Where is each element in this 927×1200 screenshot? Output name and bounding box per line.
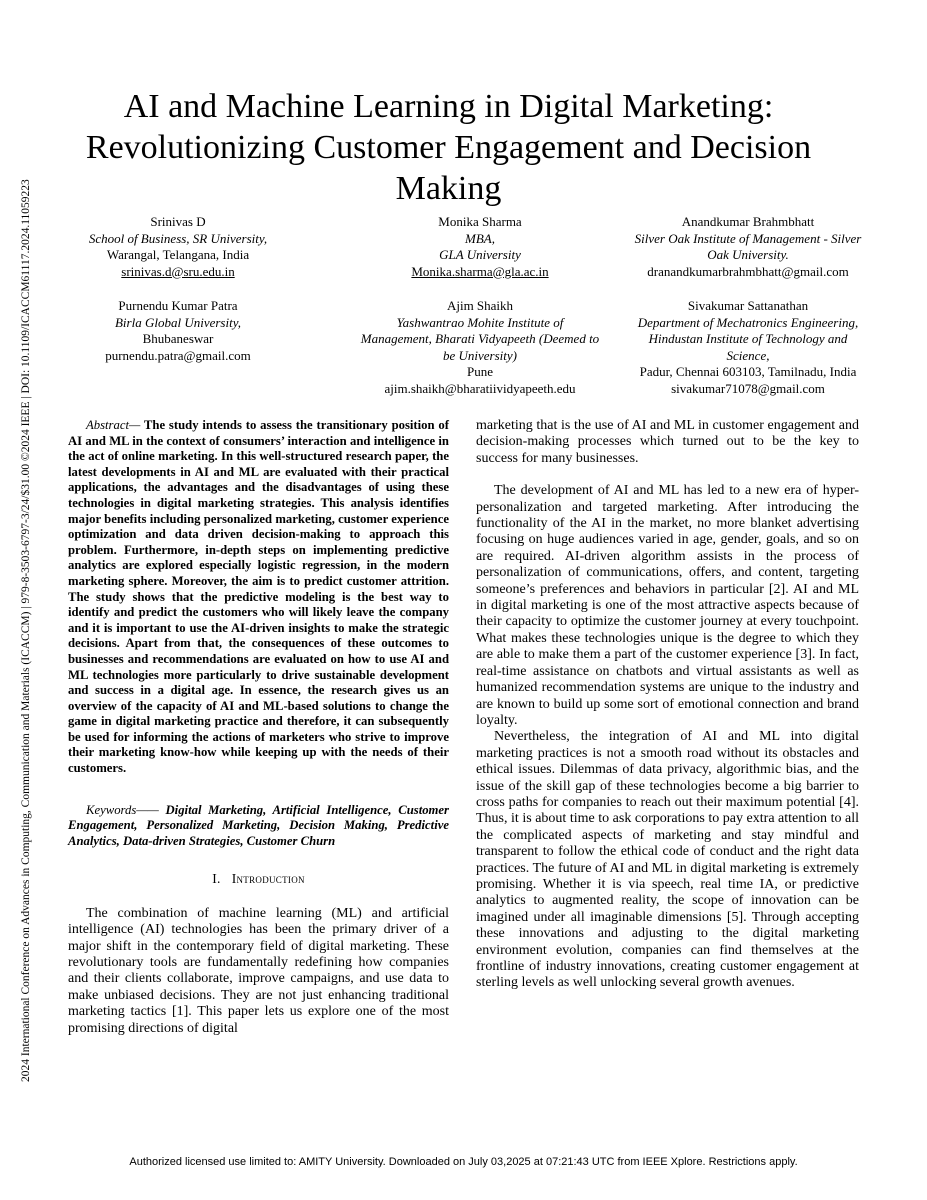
section-number: I. [212, 871, 221, 887]
author-affiliation: Hindustan Institute of Technology and [648, 331, 848, 346]
body-paragraph: marketing that is the use of AI and ML in customer engagement and decision-making processes which turned out to be the key to success for many businesses. [476, 418, 859, 466]
author-affiliation: School of Business, SR University, [88, 230, 268, 246]
author-email: ajim.shaikh@bharatiividyapeeth.edu [384, 380, 576, 396]
author-card [598, 298, 898, 397]
abstract-label: Abstract [86, 418, 129, 432]
author-affiliation: Management, Bharati Vidyapeeth (Deemed to [360, 331, 600, 346]
author-card [350, 214, 610, 280]
author-affiliation: Birla Global University, [114, 314, 242, 330]
keywords [68, 803, 449, 850]
author-email-link[interactable]: Monika.sharma@gla.ac.in [411, 263, 549, 279]
section-title: Introduction [231, 871, 305, 887]
author-email: dranandkumarbrahmbhatt@gmail.com [647, 263, 849, 279]
author-name: Ajim Shaikh [446, 298, 514, 313]
author-affiliation: Department of Mechatronics Engineering, [637, 314, 859, 330]
body-paragraph: Nevertheless, the integration of AI and ML into digital marketing practices is not a smooth road without its obstacles and ethical issues. Dilemmas of data privacy, algorithmic bias, and the issue of the skill gap of these technologies become a big barrier to cross paths for companies to reach out their maximum potential [4]. Thus, it is about time to ask corporations to pay extra attention to all the complicated aspects of marketing and stay mindful and transparent to follow the ethical code of conduct and the right data practices. The future of AI and ML in digital marketing is extremely promising. Whether it is via speech, real time IA, or predictive analytics to augmented reality, the scope of innovation can be imagined under all imaginable dimensions [5]. Through accepting these innovations and adjusting to the digital marketing environment evolution, companies can find themselves at the frontline of industry innovations, creating customer engagement at sterling levels as well unlocking several growth avenues. [476, 729, 859, 991]
author-location: Pune [467, 364, 493, 379]
author-affiliation: be University) [442, 347, 517, 363]
author-location: Padur, Chennai 603103, Tamilnadu, India [639, 364, 857, 379]
right-column [476, 418, 859, 992]
author-name: Monika Sharma [438, 214, 522, 229]
author-affiliation: Yashwantrao Mohite Institute of [396, 314, 564, 330]
author-affiliation: Silver Oak Institute of Management - Silver [634, 230, 862, 246]
left-column [68, 418, 449, 1037]
abstract-text: The study intends to assess the transitionary position of AI and ML in the context of consumers’ interaction and intelligence in the act of online marketing. In this well-structured research paper, the latest developments in AI and ML are evaluated with their practical applications, the advantages and the disadvantages of using these technologies in digital marketing strategies. This analysis identifies major benefits including personalized marketing, customer experience optimization and data driven decision-making to approach this problem. Furthermore, in-depth steps on implementing predictive analytics are explored especially logistic regression, in the modern marketing sphere. Moreover, the aim is to predict customer attrition. The study shows that the predictive modeling is the best way to identify and predict the customers who will likely leave the company and it is important to use the AI-driven insights to make the strategic decisions. Apart from that, the consequences of these outcomes to businesses and recommendations are evaluated on how to use AI and ML technologies more particularly to drive sustainable development and success in a digital age. In essence, the research gives us an overview of the capacity of AI and ML-based solutions to change the game in digital marketing practice and therefore, it can subsequently be used for informing the actions of marketers who strive to improve their marketing know-how while keeping up with the needs of their customers. [68, 418, 449, 776]
author-card [330, 298, 630, 397]
author-email-link[interactable]: srinivas.d@sru.edu.in [121, 263, 235, 279]
keywords-label: Keywords [86, 802, 137, 817]
author-affiliation: GLA University [439, 247, 521, 262]
title-line: Revolutionizing Customer Engagement and Decision [85, 129, 812, 166]
intro-paragraph: The combination of machine learning (ML) and artificial intelligence (AI) technologies has been the primary driver of a major shift in the contemporary field of digital marketing. These revolutionary tools are fundamentally redefining how companies and their clients collaborate, improve campaigns, and use data to make unbiased decisions. They are not just enhancing traditional marketing tactics [1]. This paper lets us explore one of the most promising directions of digital [68, 905, 449, 1036]
author-affiliation: Oak University. [707, 247, 789, 262]
body-paragraph: The development of AI and ML has led to a new era of hyper-personalization and targeted marketing. After introducing the functionality of the AI in the market, no more blanket advertising focusing on huge audiences varied in age, gender, goals, and so on are required. AI-driven algorithm assists in the process of personalization of communications, offers, and content, targeting someone’s preferences and behaviors in particular [2]. AI and ML in digital marketing is one of the most attractive aspects because of their capacity to optimize the customer journey at every touchpoint. What makes these technologies unique is the degree to which they are able to make them a part of the customer experience [3]. In fact, real-time assistance on chatbots and virtual assistants as well as humanized recommendation systems are unique to the industry and are known to build up some sort of emotional connection and brand loyalty. [476, 483, 859, 728]
author-email: purnendu.patra@gmail.com [105, 347, 251, 363]
abstract [68, 418, 449, 777]
keywords-dash: —— [136, 802, 166, 817]
author-affiliation: Science, [726, 347, 770, 363]
license-footer: Authorized licensed use limited to: AMITY University. Downloaded on July 03,2025 at 07:21:43 UTC from IEEE Xplore. Restrictions apply. [129, 1156, 798, 1168]
paper-title [40, 86, 857, 209]
author-card [48, 298, 308, 364]
author-card [598, 214, 898, 280]
author-affiliation: MBA, [465, 230, 495, 246]
author-name: Anandkumar Brahmbhatt [681, 214, 815, 229]
title-line: AI and Machine Learning in Digital Marketing: [123, 88, 774, 125]
abstract-dash: — [129, 418, 141, 432]
side-publication-note: 2024 International Conference on Advances in Computing, Communication and Materials (ICACCM) | 979-8-3503-6797-3/24/$31.00 ©2024 IEEE | DOI: 10.1109/ICACCM61117.2024.11059223 [20, 179, 32, 1082]
author-email: sivakumar71078@gmail.com [671, 380, 825, 396]
section-heading [68, 871, 449, 887]
author-name: Sivakumar Sattanathan [687, 298, 809, 313]
author-location: Warangal, Telangana, India [106, 247, 250, 262]
keywords-text: Digital Marketing, Artificial Intelligence, Customer Engagement, Personalized Marketing, Decision Making, Predictive Analytics, Data-driven Strategies, Customer Churn [68, 802, 449, 848]
title-line: Making [395, 170, 502, 207]
author-card [48, 214, 308, 280]
author-location: Bhubaneswar [142, 331, 214, 346]
author-name: Purnendu Kumar Patra [118, 298, 238, 313]
author-name: Srinivas D [150, 214, 206, 229]
